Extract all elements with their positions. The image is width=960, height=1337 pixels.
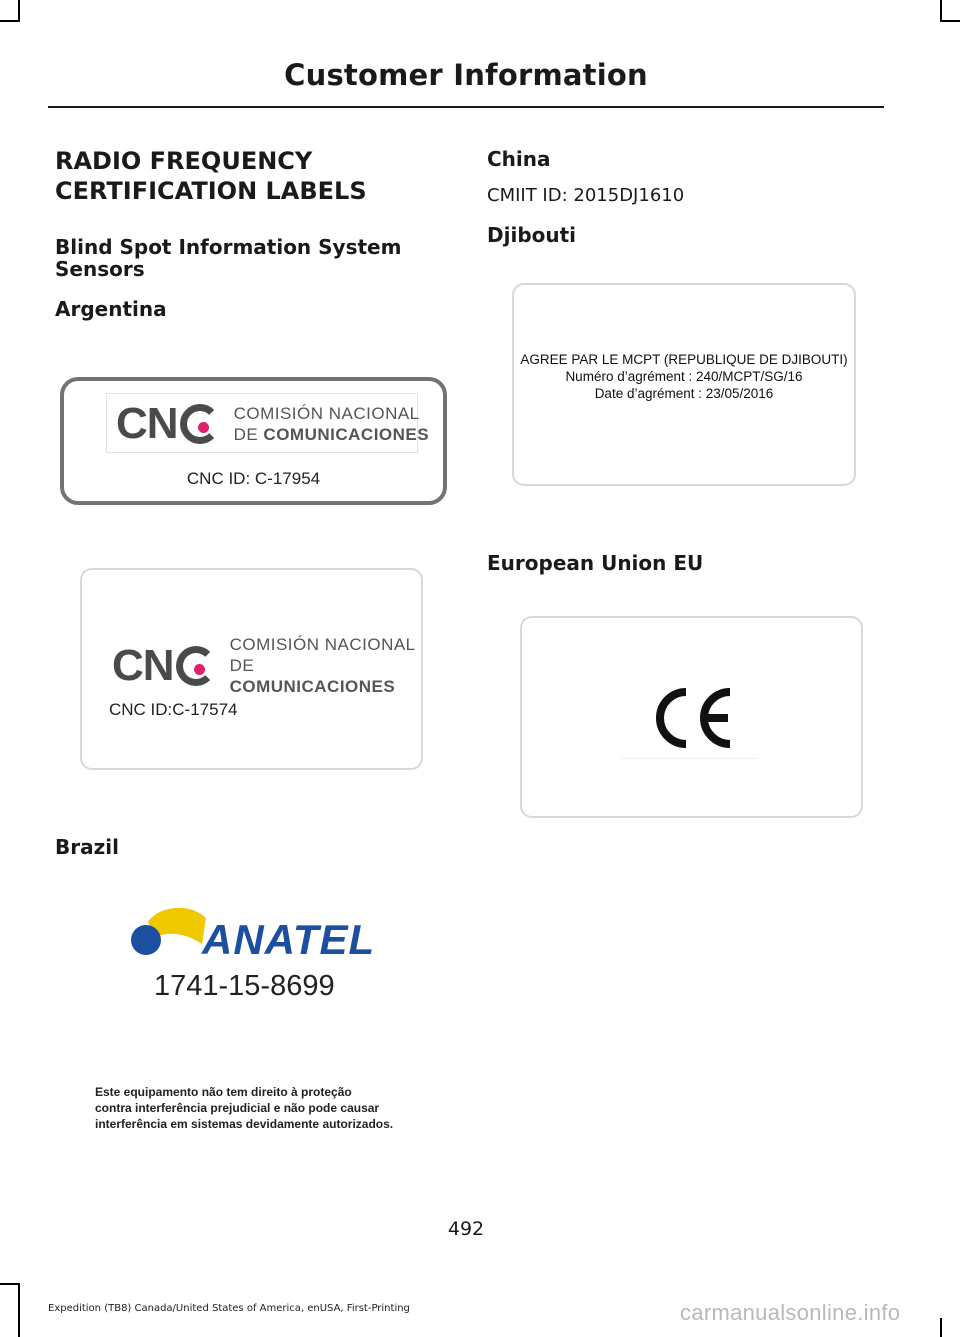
anatel-brand: ANATEL (202, 916, 376, 963)
section-title-line2: CERTIFICATION LABELS (55, 177, 367, 205)
crop-mark-top-right-h (940, 20, 960, 22)
cnc-org-line1-1: COMISIÓN NACIONAL (233, 404, 420, 423)
anatel-note-line1: Este equipamento não tem direito à proteção (95, 1085, 352, 1099)
cnc-org-comunicaciones-2: COMUNICACIONES (229, 677, 396, 696)
watermark: carmanualsonline.info (680, 1300, 901, 1325)
heading-brazil: Brazil (55, 835, 119, 859)
cnc-logo-2 (112, 634, 421, 697)
cnc-org-de-2: DE (229, 656, 255, 675)
cnc-c-n-1: CN (116, 399, 178, 448)
cnc-org-2 (230, 634, 421, 697)
djibouti-line3: Date d’agrément : 23/05/2016 (594, 386, 774, 401)
section-title (55, 146, 455, 206)
djibouti-line2: Numéro d’agrément : 240/MCPT/SG/16 (565, 369, 803, 384)
cnc-c-ring-1 (180, 404, 220, 444)
cnc-letters-2 (112, 641, 216, 691)
crop-mark-top-right-v (940, 0, 942, 22)
cnc-letters-1 (116, 399, 220, 449)
cnc-c-ring-2 (176, 646, 216, 686)
section-title-line1: RADIO FREQUENCY (55, 147, 313, 175)
heading-eu: European Union EU (487, 551, 704, 575)
cnc-c-n-2: CN (112, 640, 174, 690)
cnc-org-comunicaciones-1: COMUNICACIONES (263, 425, 430, 444)
cnc-id-1: CNC ID: C-17954 (186, 469, 321, 488)
crop-mark-top-left-v (18, 0, 20, 22)
djibouti-label (512, 283, 856, 486)
header-rule (48, 106, 884, 108)
anatel-logo-icon (128, 900, 208, 960)
crop-mark-bottom-left-h (0, 1283, 20, 1285)
anatel-blue-circle (131, 925, 161, 955)
heading-china: China (487, 147, 551, 171)
ce-mark-text (522, 618, 523, 619)
cnc-org-line1-2: COMISIÓN NACIONAL (229, 635, 416, 654)
china-id: CMIIT ID: 2015DJ1610 (487, 185, 685, 206)
edition-info: Expedition (TB8) Canada/United States of America, enUSA, First-Printing (48, 1303, 410, 1314)
cnc-org-de-1: DE (233, 425, 259, 444)
section-subtitle: Blind Spot Information System Sensors (55, 235, 402, 281)
page-title: Customer Information (284, 58, 648, 92)
ce-c-stroke (660, 692, 686, 744)
anatel-number: 1741-15-8699 (154, 970, 335, 1002)
ce-e-bar (706, 714, 728, 722)
anatel-label (90, 880, 430, 1140)
crop-mark-bottom-left-v (18, 1283, 20, 1337)
cnc-id-2: CNC ID:C-17574 (109, 700, 238, 719)
cnc-logo-1 (116, 399, 429, 449)
anatel-note-line3: interferência em sistemas devidamente autorizados. (95, 1117, 394, 1131)
cnc-org-1 (234, 403, 430, 445)
eu-label (520, 616, 863, 818)
anatel-note-line2: contra interferência prejudicial e não pode causar (95, 1101, 380, 1115)
crop-mark-bottom-right-v (940, 1318, 942, 1337)
cnc-dot-2 (194, 664, 205, 675)
cnc-label-1 (60, 377, 447, 505)
heading-djibouti: Djibouti (487, 223, 577, 247)
anatel-note (95, 1084, 430, 1132)
page-number: 492 (447, 1218, 485, 1240)
crop-mark-top-left-h (0, 20, 20, 22)
cnc-org-line2-1 (234, 424, 430, 445)
cnc-dot-1 (198, 422, 209, 433)
cnc-org-line2-2 (230, 655, 421, 697)
heading-argentina: Argentina (55, 297, 167, 321)
djibouti-line1: AGREE PAR LE MCPT (REPUBLIQUE DE DJIBOUTI) (520, 352, 848, 367)
ce-mark-icon (650, 688, 736, 748)
cnc-label-2 (80, 568, 423, 770)
